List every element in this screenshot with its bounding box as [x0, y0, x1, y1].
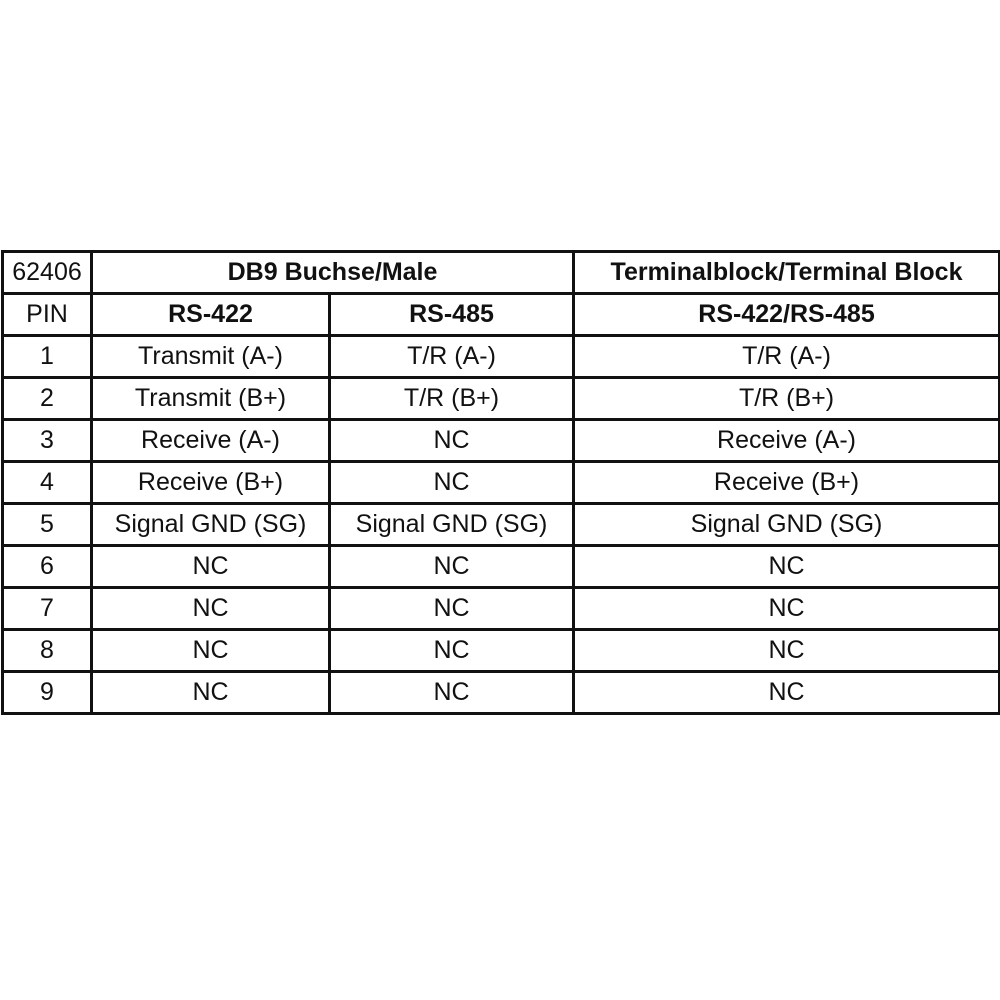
rs485-cell: T/R (A-)	[330, 336, 574, 378]
terminal-cell: NC	[574, 588, 1000, 630]
rs485-cell: NC	[330, 588, 574, 630]
terminal-block-header-cell: Terminalblock/Terminal Block	[574, 252, 1000, 294]
rs485-cell: Signal GND (SG)	[330, 504, 574, 546]
table-row	[3, 420, 1000, 462]
terminal-cell: NC	[574, 630, 1000, 672]
rs485-header-cell: RS-485	[330, 294, 574, 336]
rs485-cell: NC	[330, 630, 574, 672]
table-row	[3, 588, 1000, 630]
subheader-row	[3, 294, 1000, 336]
pin-number-cell: 6	[3, 546, 92, 588]
terminal-cell: T/R (A-)	[574, 336, 1000, 378]
table-row	[3, 546, 1000, 588]
table-row	[3, 336, 1000, 378]
terminal-cell: Receive (A-)	[574, 420, 1000, 462]
rs485-cell: T/R (B+)	[330, 378, 574, 420]
rs422-header-cell: RS-422	[92, 294, 330, 336]
pin-number-cell: 3	[3, 420, 92, 462]
table-row	[3, 378, 1000, 420]
terminal-cell: Signal GND (SG)	[574, 504, 1000, 546]
rs422-cell: Receive (A-)	[92, 420, 330, 462]
terminal-cell: Receive (B+)	[574, 462, 1000, 504]
pinout-table	[1, 250, 1000, 715]
rs422-cell: Signal GND (SG)	[92, 504, 330, 546]
terminal-rs422-rs485-header-cell: RS-422/RS-485	[574, 294, 1000, 336]
terminal-cell: NC	[574, 672, 1000, 714]
pin-number-cell: 7	[3, 588, 92, 630]
rs485-cell: NC	[330, 462, 574, 504]
rs422-cell: NC	[92, 630, 330, 672]
rs422-cell: NC	[92, 546, 330, 588]
rs422-cell: NC	[92, 588, 330, 630]
rs485-cell: NC	[330, 546, 574, 588]
header-row	[3, 252, 1000, 294]
pin-number-cell: 8	[3, 630, 92, 672]
rs422-cell: Transmit (B+)	[92, 378, 330, 420]
terminal-cell: T/R (B+)	[574, 378, 1000, 420]
table-row	[3, 630, 1000, 672]
pin-number-cell: 1	[3, 336, 92, 378]
rs485-cell: NC	[330, 672, 574, 714]
terminal-cell: NC	[574, 546, 1000, 588]
pin-number-cell: 2	[3, 378, 92, 420]
rs422-cell: Transmit (A-)	[92, 336, 330, 378]
table-row	[3, 672, 1000, 714]
pin-number-cell: 4	[3, 462, 92, 504]
db9-header-cell: DB9 Buchse/Male	[92, 252, 574, 294]
table-row	[3, 462, 1000, 504]
model-number-cell: 62406	[3, 252, 92, 294]
pin-number-cell: 9	[3, 672, 92, 714]
rs422-cell: Receive (B+)	[92, 462, 330, 504]
rs422-cell: NC	[92, 672, 330, 714]
pin-header-cell: PIN	[3, 294, 92, 336]
rs485-cell: NC	[330, 420, 574, 462]
pin-number-cell: 5	[3, 504, 92, 546]
table-row	[3, 504, 1000, 546]
